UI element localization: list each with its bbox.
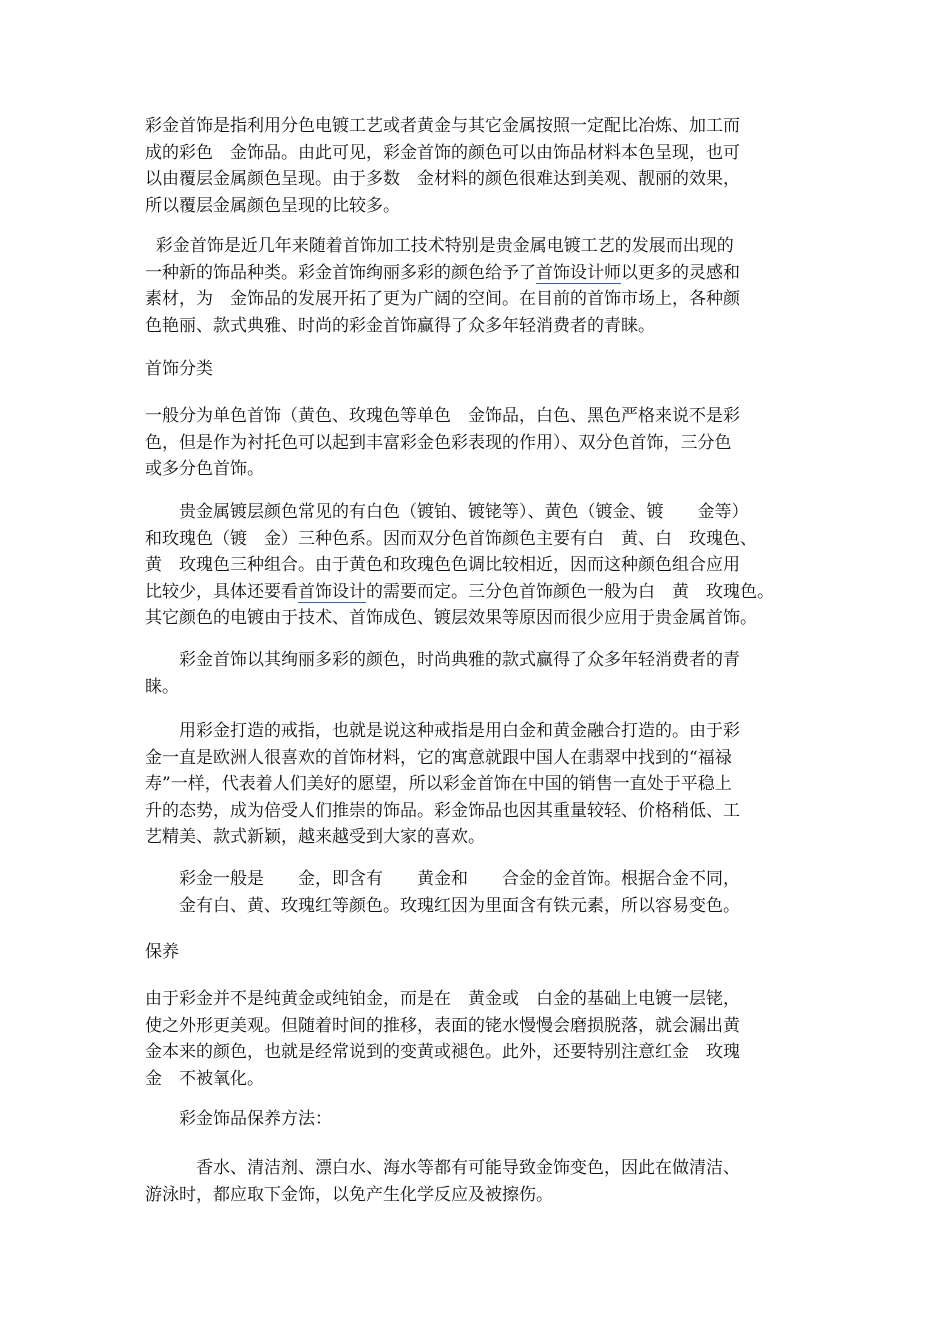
- text-line: 贵金属镀层颜色常见的有白色（镀铂、镀铑等）、黄色（镀金、镀 金等）: [145, 502, 749, 522]
- text-line: 寿”一样，代表着人们美好的愿望，所以彩金首饰在中国的销售一直处于平稳上: [145, 774, 732, 794]
- paragraph-care: [145, 986, 810, 1092]
- text-line: 其它颜色的电镀由于技术、首饰成色、镀层效果等原因而很少应用于贵金属首饰。: [145, 608, 757, 628]
- text-line: [145, 579, 810, 606]
- text-line: 以由覆层金属颜色呈现。由于多数 金材料的颜色很难达到美观、靓丽的效果，: [145, 169, 740, 189]
- text-line: 由于彩金并不是纯黄金或纯铂金，而是在 黄金或 白金的基础上电镀一层铑，: [145, 989, 740, 1009]
- paragraph-intro: [145, 113, 810, 219]
- text-line: 彩金一般是 金，即含有 黄金和 合金的金首饰。根据合金不同，: [145, 869, 740, 889]
- text-line: 艺精美、款式新颖，越来越受到大家的喜欢。: [145, 827, 485, 847]
- text-line: 睐。: [145, 676, 179, 697]
- paragraph-appeal: [145, 647, 810, 700]
- text-line: 彩金饰品保养方法：: [145, 1109, 332, 1129]
- text-line: 金本来的颜色，也就是经常说到的变黄或褪色。此外，还要特别注意红金 玫瑰: [145, 1042, 740, 1062]
- section-heading-classification: [145, 356, 810, 383]
- text-line: 色，但是作为衬托色可以起到丰富彩金色彩表现的作用）、双分色首饰，三分色: [145, 432, 732, 453]
- text-line: 金 不被氧化。: [145, 1068, 264, 1089]
- paragraph-composition: [145, 866, 810, 919]
- paragraph-history: [145, 233, 810, 339]
- text-line: 用彩金打造的戒指，也就是说这种戒指是用白金和黄金融合打造的。由于彩: [145, 721, 740, 741]
- heading-text: 首饰分类: [145, 359, 213, 379]
- text-segment: 的需要而定。三分色首饰颜色一般为白 黄 玫瑰色。: [366, 581, 774, 602]
- text-line: 使之外形更美观。但随着时间的推移，表面的铑水慢慢会磨损脱落，就会漏出黄: [145, 1015, 740, 1036]
- text-line: 金一直是欧洲人很喜欢的首饰材料，它的寓意就跟中国人在翡翠中找到的“福禄: [145, 747, 732, 768]
- text-segment: 比较少，具体还要看: [145, 581, 298, 602]
- text-line: [145, 260, 810, 287]
- paragraph-care-methods-title: [145, 1106, 810, 1133]
- paragraph-rings: [145, 718, 810, 851]
- text-segment: 一种新的饰品种类。彩金首饰绚丽多彩的颜色给予了: [145, 262, 536, 283]
- text-line: 升的态势，成为倍受人们推崇的饰品。彩金饰品也因其重量较轻、价格稍低、工: [145, 800, 740, 821]
- text-line: 一般分为单色首饰（黄色、玫瑰色等单色 金饰品，白色、黑色严格来说不是彩: [145, 406, 740, 426]
- text-line: 彩金首饰是近几年来随着首饰加工技术特别是贵金属电镀工艺的发展而出现的: [145, 236, 734, 256]
- jewelry-design-link[interactable]: 首饰设计: [298, 581, 366, 602]
- section-heading-care: [145, 939, 810, 966]
- text-line: 游泳时，都应取下金饰，以免产生化学反应及被擦伤。: [145, 1184, 553, 1205]
- text-line: 黄 玫瑰色三种组合。由于黄色和玫瑰色色调比较相近，因而这种颜色组合应用: [145, 555, 740, 575]
- text-segment: 以更多的灵感和: [621, 262, 740, 283]
- text-line: 和玫瑰色（镀 金）三种色系。因而双分色首饰颜色主要有白 黄、白 玫瑰色、: [145, 528, 757, 549]
- text-line: 彩金首饰是指利用分色电镀工艺或者黄金与其它金属按照一定配比冶炼、加工而: [145, 116, 740, 136]
- text-line: 彩金首饰以其绚丽多彩的颜色，时尚典雅的款式赢得了众多年轻消费者的青: [145, 650, 740, 670]
- text-line: 成的彩色 金饰品。由此可见，彩金首饰的颜色可以由饰品材料本色呈现，也可: [145, 142, 740, 163]
- heading-text: 保养: [145, 942, 179, 962]
- paragraph-plating-colors: [145, 499, 810, 632]
- paragraph-classification: [145, 403, 810, 483]
- paragraph-care-methods: [145, 1155, 810, 1208]
- text-line: 金有白、黄、玫瑰红等颜色。玫瑰红因为里面含有铁元素，所以容易变色。: [145, 895, 740, 916]
- text-line: 所以覆层金属颜色呈现的比较多。: [145, 195, 400, 216]
- jewelry-designer-link[interactable]: 首饰设计师: [536, 262, 621, 283]
- text-line: 或多分色首饰。: [145, 459, 264, 479]
- text-line: 色艳丽、款式典雅、时尚的彩金首饰赢得了众多年轻消费者的青睐。: [145, 315, 655, 336]
- text-line: 素材，为 金饰品的发展开拓了更为广阔的空间。在目前的首饰市场上，各种颜: [145, 289, 740, 309]
- text-line: 香水、清洁剂、漂白水、海水等都有可能导致金饰变色，因此在做清洁、: [145, 1158, 740, 1178]
